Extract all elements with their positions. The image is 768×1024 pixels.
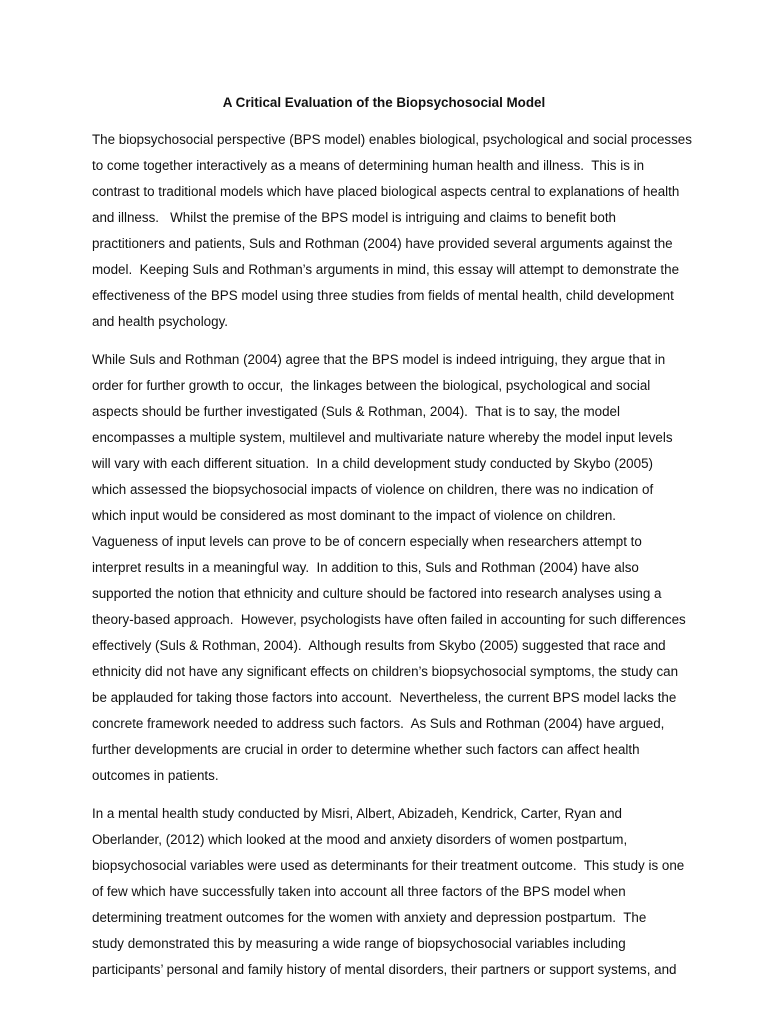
text-line: determining treatment outcomes for the women with anxiety and depression postpartum. The: [92, 910, 647, 925]
text-line: biopsychosocial variables were used as determinants for their treatment outcome. This study is one: [92, 858, 685, 873]
text-line: While Suls and Rothman (2004) agree that the BPS model is indeed intriguing, they argue that in: [92, 352, 666, 367]
text-line: effectively (Suls & Rothman, 2004). Although results from Skybo (2005) suggested that race and: [92, 638, 666, 653]
text-line: which assessed the biopsychosocial impacts of violence on children, there was no indication of: [92, 482, 654, 497]
text-line: effectiveness of the BPS model using three studies from fields of mental health, child development: [92, 288, 674, 303]
text-line: outcomes in patients.: [92, 768, 219, 783]
text-line: encompasses a multiple system, multilevel and multivariate nature whereby the model input levels: [92, 430, 673, 445]
text-line: interpret results in a meaningful way. In addition to this, Suls and Rothman (2004) have also: [92, 560, 639, 575]
text-line: supported the notion that ethnicity and culture should be factored into research analyses using a: [92, 586, 662, 601]
text-line: study demonstrated this by measuring a wide range of biopsychosocial variables including: [92, 936, 626, 951]
text-line: ethnicity did not have any significant effects on children’s biopsychosocial symptoms, the study can: [92, 664, 679, 679]
text-line: theory-based approach. However, psychologists have often failed in accounting for such differences: [92, 612, 686, 627]
paragraph-2: [92, 347, 692, 789]
text-line: aspects should be further investigated (Suls & Rothman, 2004). That is to say, the model: [92, 404, 620, 419]
text-line: concrete framework needed to address such factors. As Suls and Rothman (2004) have argued,: [92, 716, 665, 731]
text-line: contrast to traditional models which have placed biological aspects central to explanations of health: [92, 184, 680, 199]
document-title: A Critical Evaluation of the Biopsychosocial Model: [222, 95, 546, 110]
text-line: model. Keeping Suls and Rothman’s arguments in mind, this essay will attempt to demonstrate the: [92, 262, 680, 277]
text-line: be applauded for taking those factors into account. Nevertheless, the current BPS model lacks the: [92, 690, 677, 705]
text-line: order for further growth to occur, the linkages between the biological, psychological and social: [92, 378, 651, 393]
text-line: participants’ personal and family history of mental disorders, their partners or support systems, and: [92, 962, 677, 977]
text-line: In a mental health study conducted by Misri, Albert, Abizadeh, Kendrick, Carter, Ryan and: [92, 806, 622, 821]
text-line: to come together interactively as a means of determining human health and illness. This is in: [92, 158, 645, 173]
paragraph-3: [92, 801, 692, 983]
text-line: and illness. Whilst the premise of the BPS model is intriguing and claims to benefit both: [92, 210, 616, 225]
text-line: The biopsychosocial perspective (BPS model) enables biological, psychological and social processes: [92, 132, 692, 147]
paragraph-1: [92, 127, 692, 335]
text-line: will vary with each different situation. In a child development study conducted by Skybo (2005): [92, 456, 653, 471]
text-line: further developments are crucial in order to determine whether such factors can affect health: [92, 742, 640, 757]
text-line: of few which have successfully taken into account all three factors of the BPS model when: [92, 884, 626, 899]
text-line: Oberlander, (2012) which looked at the mood and anxiety disorders of women postpartum,: [92, 832, 628, 847]
text-line: which input would be considered as most dominant to the impact of violence on children.: [92, 508, 617, 523]
text-line: Vagueness of input levels can prove to be of concern especially when researchers attempt to: [92, 534, 642, 549]
text-line: practitioners and patients, Suls and Rothman (2004) have provided several arguments against the: [92, 236, 673, 251]
text-line: and health psychology.: [92, 314, 228, 329]
